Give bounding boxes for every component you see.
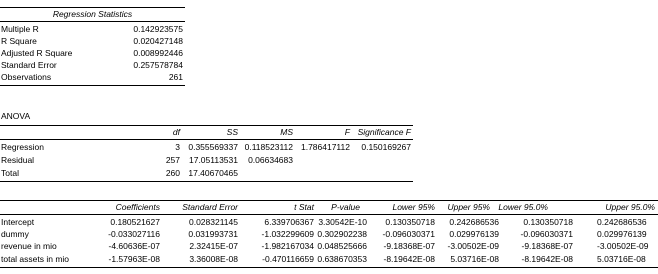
regstats-value: 261 (168, 72, 183, 82)
anova-df: 257 (165, 155, 180, 165)
regstats-value: 0.020427148 (133, 36, 183, 46)
coef-header-upper-95: Upper 95% (447, 202, 490, 212)
anova-row-label: Total (1, 168, 19, 178)
coef-p-value: 3.30542E-10 (318, 217, 367, 227)
anova-title: ANOVA (1, 111, 31, 121)
regstats-value: 0.008992446 (133, 48, 183, 58)
coef-upper-95-0: 5.03716E-08 (597, 254, 646, 264)
coef-upper-95: 0.029976139 (449, 229, 499, 239)
coef-row-label: dummy (1, 229, 29, 239)
coef-header-t-stat: t Stat (294, 202, 314, 212)
coef-upper-95-0: 0.029976139 (597, 229, 647, 239)
regstats-title: Regression Statistics (52, 9, 133, 19)
coef-bottom-rule (0, 267, 658, 268)
coef-header-rule (0, 214, 658, 215)
coef-t-stat: -0.470116659 (262, 254, 314, 264)
coef-top-rule (0, 200, 658, 201)
coef-lower-95: -9.18368E-07 (383, 241, 435, 251)
coef-row-label: total assets in mio (1, 254, 70, 264)
regstats-label: Observations (1, 72, 52, 82)
coef-lower-95: 0.130350718 (385, 217, 435, 227)
coef-standard-error: 2.32415E-07 (189, 241, 238, 251)
coef-upper-95-0: -3.00502E-09 (597, 241, 649, 251)
anova-top-rule (0, 125, 413, 126)
anova-header-significance: Significance F (357, 127, 411, 137)
coef-p-value: 0.048525666 (317, 241, 367, 251)
regstats-bottom-rule (0, 85, 185, 86)
coef-upper-95: 5.03716E-08 (450, 254, 499, 264)
coef-p-value: 0.302902238 (317, 229, 367, 239)
coef-upper-95-0: 0.242686536 (597, 217, 647, 227)
regstats-value: 0.142923575 (133, 24, 183, 34)
anova-bottom-rule (0, 181, 413, 182)
regstats-value: 0.257578784 (133, 60, 183, 70)
coef-t-stat: -1.982167034 (261, 241, 314, 251)
coef-row-label: Intercept (1, 217, 35, 227)
anova-f: 1.786417112 (300, 142, 350, 152)
coef-standard-error: 0.028321145 (188, 217, 238, 227)
regstats-label: Multiple R (1, 24, 39, 34)
regstats-title-rule (0, 21, 185, 22)
anova-row-label: Residual (1, 155, 35, 165)
anova-significance: 0.150169267 (361, 142, 411, 152)
coef-upper-95: 0.242686536 (449, 217, 499, 227)
anova-row-label: Regression (1, 142, 44, 152)
coef-coefficient: 0.180521627 (110, 217, 160, 227)
anova-header-f: F (344, 127, 350, 137)
anova-ms: 0.06634683 (248, 155, 293, 165)
anova-ss: 17.40670465 (188, 168, 238, 178)
coef-t-stat: 6.339706367 (264, 217, 314, 227)
coef-header-p-value: P-value (331, 202, 360, 212)
coef-lower-95: -0.096030371 (382, 229, 435, 239)
coef-coefficient: -4.60636E-07 (108, 241, 160, 251)
coef-lower-95-0: 0.130350718 (523, 217, 573, 227)
coef-header-upper-95-0: Upper 95.0% (605, 202, 655, 212)
anova-df: 260 (165, 168, 180, 178)
coef-upper-95: -3.00502E-09 (447, 241, 499, 251)
anova-header-df: df (172, 127, 180, 137)
coef-header-lower-95: Lower 95% (392, 202, 435, 212)
coef-lower-95-0: -0.096030371 (520, 229, 573, 239)
coef-standard-error: 3.36008E-08 (189, 254, 238, 264)
coef-lower-95-0: -8.19642E-08 (521, 254, 573, 264)
anova-header-ss: SS (226, 127, 238, 137)
regstats-label: Adjusted R Square (1, 48, 73, 58)
anova-header-ms: MS (280, 127, 293, 137)
coef-p-value: 0.638670353 (317, 254, 367, 264)
regstats-label: R Square (1, 36, 37, 46)
coef-t-stat: -1.032299609 (261, 229, 314, 239)
anova-ss: 17.05113531 (188, 155, 238, 165)
coef-coefficient: -1.57963E-08 (108, 254, 160, 264)
anova-df: 3 (175, 142, 180, 152)
anova-header-rule (0, 139, 413, 140)
coef-row-label: revenue in mio (1, 241, 57, 251)
coef-standard-error: 0.031993731 (188, 229, 238, 239)
coef-coefficient: -0.033027116 (108, 229, 160, 239)
coef-header-lower-95-0: Lower 95.0% (498, 202, 548, 212)
coef-header-coefficients: Coefficients (115, 202, 160, 212)
anova-ss: 0.355569337 (188, 142, 238, 152)
coef-lower-95: -8.19642E-08 (383, 254, 435, 264)
regstats-label: Standard Error (1, 60, 57, 70)
coef-header-standard-error: Standard Error (182, 202, 238, 212)
anova-ms: 0.118523112 (244, 142, 293, 152)
regstats-top-rule (0, 7, 185, 8)
coef-lower-95-0: -9.18368E-07 (521, 241, 573, 251)
